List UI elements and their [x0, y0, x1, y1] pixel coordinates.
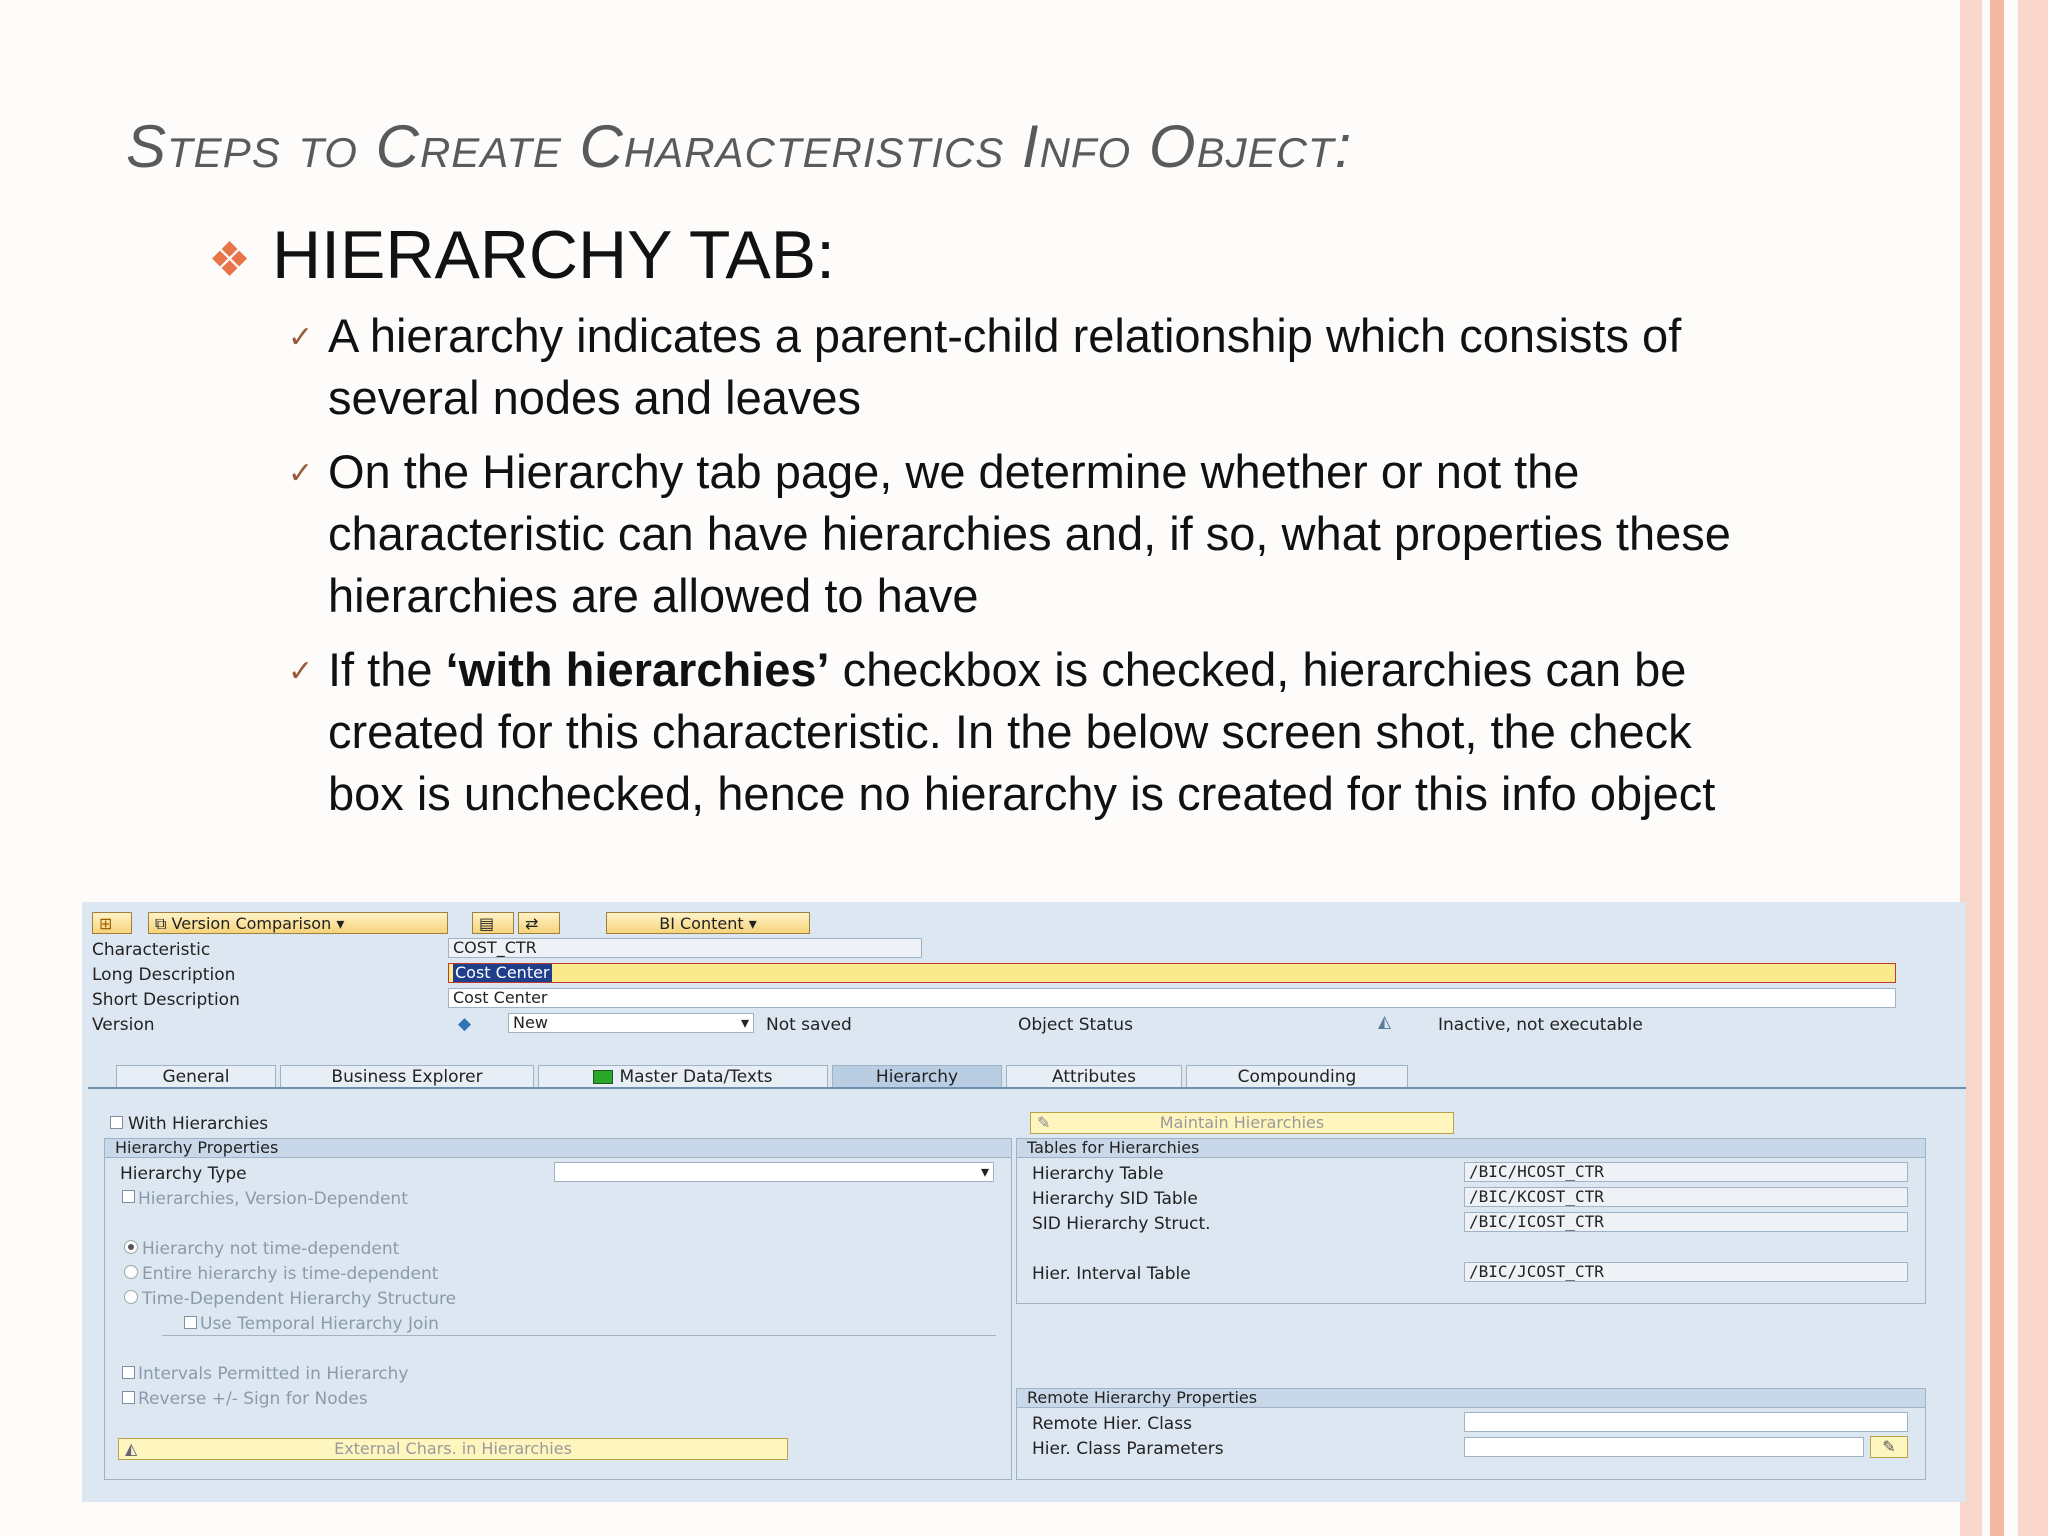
hier-interval-table-field: /BIC/JCOST_CTR	[1464, 1262, 1908, 1282]
radio-time-dependent-structure-label: Time-Dependent Hierarchy Structure	[142, 1289, 457, 1309]
heading-text: HIERARCHY TAB:	[272, 217, 836, 293]
bullet-text: A hierarchy indicates a parent-child relationship which consists of several nodes and leaves	[328, 309, 1682, 424]
external-chars-button[interactable]	[118, 1438, 788, 1460]
temporal-join-label: Use Temporal Hierarchy Join	[200, 1314, 439, 1334]
bullet-item	[288, 305, 1768, 429]
pencil-icon: ✎	[1037, 1113, 1051, 1132]
version-label: Version	[92, 1015, 155, 1035]
hierarchy-table-label: Hierarchy Table	[1032, 1164, 1164, 1184]
bullet-diamond-icon: ❖	[208, 234, 252, 288]
hier-interval-table-label: Hier. Interval Table	[1032, 1264, 1191, 1284]
short-description-input[interactable]: Cost Center	[448, 988, 1896, 1008]
long-description-selected-text: Cost Center	[455, 963, 550, 982]
version-diamond-icon: ◆	[458, 1014, 472, 1034]
bullet-text-pre: If the	[328, 643, 446, 696]
arrows-icon: ⇄	[525, 914, 539, 933]
tree-icon: ⊞	[99, 914, 113, 933]
radio-time-dependent-structure[interactable]	[124, 1290, 138, 1304]
slide-border-stripe	[2018, 0, 2048, 1536]
compare-icon: ⧉	[155, 914, 172, 933]
version-select[interactable]	[508, 1013, 754, 1033]
tables-for-hierarchies-title: Tables for Hierarchies	[1017, 1139, 1925, 1158]
long-description-input[interactable]	[448, 963, 1896, 983]
intervals-permitted-label: Intervals Permitted in Hierarchy	[138, 1364, 409, 1384]
version-value: New	[513, 1013, 548, 1032]
remote-hierarchy-title: Remote Hierarchy Properties	[1017, 1389, 1925, 1408]
hierarchy-type-select[interactable]	[554, 1162, 994, 1182]
edit-params-button[interactable]	[1870, 1436, 1908, 1458]
divider	[162, 1335, 996, 1336]
object-status-value: Inactive, not executable	[1438, 1015, 1643, 1035]
maintain-hierarchies-label: Maintain Hierarchies	[1159, 1113, 1325, 1132]
tab-master-data-label: Master Data/Texts	[619, 1067, 773, 1087]
hierarchy-type-label: Hierarchy Type	[120, 1164, 247, 1184]
remote-hier-class-input[interactable]	[1464, 1412, 1908, 1432]
remote-hier-class-label: Remote Hier. Class	[1032, 1414, 1192, 1434]
slide-title: Steps to Create Characteristics Info Object:	[126, 113, 1353, 180]
tab-underline	[88, 1087, 1966, 1089]
pencil-icon: ✎	[1882, 1437, 1896, 1456]
hierarchy-sid-table-label: Hierarchy SID Table	[1032, 1189, 1198, 1209]
version-comparison-button[interactable]: ⧉ Version Comparison ▾	[148, 912, 448, 934]
with-hierarchies-checkbox[interactable]	[110, 1116, 123, 1129]
dropdown-arrow-icon: ▾	[740, 1013, 749, 1032]
tab-hierarchy[interactable]: Hierarchy	[832, 1065, 1002, 1087]
temporal-join-checkbox[interactable]	[184, 1316, 197, 1329]
tab-master-data-texts[interactable]	[538, 1065, 828, 1087]
hierarchy-table-field: /BIC/HCOST_CTR	[1464, 1162, 1908, 1182]
sap-screenshot	[82, 902, 1966, 1502]
version-dependent-label: Hierarchies, Version-Dependent	[138, 1189, 408, 1209]
check-icon: ✓	[288, 321, 314, 354]
hierarchy-sid-table-field: /BIC/KCOST_CTR	[1464, 1187, 1908, 1207]
transfer-button[interactable]	[518, 912, 560, 934]
tab-business-explorer[interactable]: Business Explorer	[280, 1065, 534, 1087]
maintain-hierarchies-button[interactable]	[1030, 1112, 1454, 1134]
radio-entire-time-dependent-label: Entire hierarchy is time-dependent	[142, 1264, 439, 1284]
bullet-item	[288, 639, 1768, 825]
reverse-sign-label: Reverse +/- Sign for Nodes	[138, 1389, 368, 1409]
bullet-text-post: checkbox is checked, hierarchies can be created for this characteristic. In the below screen shot, the check box is unchecked, hence no hierarchy is created for this info object	[328, 643, 1716, 820]
tab-attributes[interactable]: Attributes	[1006, 1065, 1182, 1087]
hier-class-params-input[interactable]	[1464, 1437, 1864, 1457]
check-icon: ✓	[288, 457, 314, 490]
bi-content-label: BI Content	[659, 914, 744, 933]
inactive-status-icon: ◭	[1378, 1012, 1392, 1032]
characteristic-label: Characteristic	[92, 940, 211, 960]
bi-content-button[interactable]: BI Content ▾	[606, 912, 810, 934]
hierarchy-toggle-button[interactable]	[92, 912, 132, 934]
hierarchy-icon: ◭	[125, 1439, 138, 1458]
tab-compounding[interactable]: Compounding	[1186, 1065, 1408, 1087]
external-chars-label: External Chars. in Hierarchies	[334, 1439, 572, 1458]
hier-class-params-label: Hier. Class Parameters	[1032, 1439, 1224, 1459]
slide-border-stripe	[1990, 0, 2004, 1536]
with-hierarchies-label: With Hierarchies	[128, 1114, 269, 1134]
check-icon: ✓	[288, 655, 314, 688]
green-status-icon	[593, 1070, 613, 1084]
sid-hierarchy-struct-label: SID Hierarchy Struct.	[1032, 1214, 1211, 1234]
bullet-bold-text: ‘with hierarchies’	[445, 643, 830, 696]
radio-entire-time-dependent[interactable]	[124, 1265, 138, 1279]
radio-not-time-dependent[interactable]	[124, 1240, 138, 1254]
section-heading	[208, 216, 835, 294]
long-description-label: Long Description	[92, 965, 236, 985]
reverse-sign-checkbox[interactable]	[122, 1391, 135, 1404]
truck-icon: ▤	[479, 914, 495, 933]
bullet-list	[288, 305, 1768, 837]
hierarchy-properties-title: Hierarchy Properties	[105, 1139, 1011, 1158]
version-comparison-label: Version Comparison	[171, 914, 332, 933]
bullet-item	[288, 441, 1768, 627]
object-status-label: Object Status	[1018, 1015, 1133, 1035]
short-description-label: Short Description	[92, 990, 240, 1010]
transport-button[interactable]	[472, 912, 514, 934]
version-dependent-checkbox[interactable]	[122, 1190, 135, 1203]
intervals-permitted-checkbox[interactable]	[122, 1366, 135, 1379]
radio-not-time-dependent-label: Hierarchy not time-dependent	[142, 1239, 400, 1259]
saved-status: Not saved	[766, 1015, 852, 1035]
sid-hierarchy-struct-field: /BIC/ICOST_CTR	[1464, 1212, 1908, 1232]
tab-general[interactable]: General	[116, 1065, 276, 1087]
remote-hierarchy-panel	[1016, 1388, 1926, 1480]
characteristic-field: COST_CTR	[448, 938, 922, 958]
bullet-text: On the Hierarchy tab page, we determine whether or not the characteristic can have hierarchies and, if so, what properties these hierarchies are allowed to have	[328, 445, 1731, 622]
dropdown-arrow-icon: ▾	[980, 1162, 989, 1181]
